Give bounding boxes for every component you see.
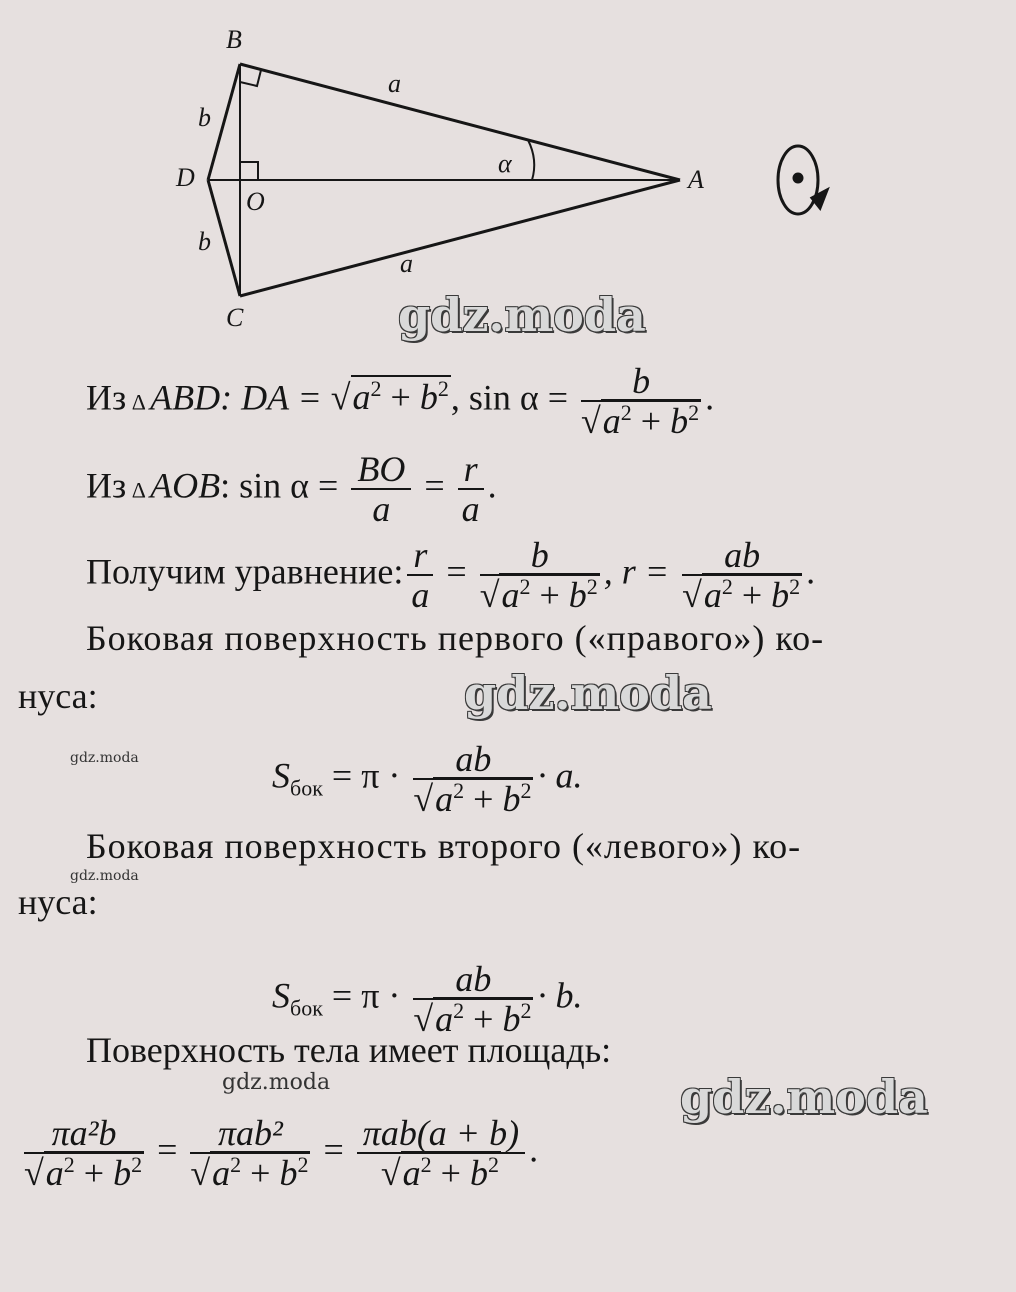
watermark-small-3: gdz.moda [222,1070,331,1095]
formula-line-3: Получим уравнение: $\frac{r}{a}$ = $\frac{b}{√a^2 + b^2}$ , r = $\frac{ab}{√a^2 + b^2}$ . [86,535,816,615]
watermark-small-1: gdz.moda [70,750,139,766]
formula-line-2: Из Δ AOB: sin α = $\frac{BO}{a}$ = $\frac{r}{a}$ . [86,449,497,529]
formula-final: $\frac{\text{πa²b}}{√a^2 + b^2}$ = $\frac{\text{πab²}}{√a^2 + b^2}$ = $\frac{\text{πab(a + b)}}{√a^2 + b^2}$ . [24,1113,539,1193]
paragraph-1-line-2: нуса: [18,676,98,716]
formula-s1: $S_{бок} = \pi$ · $\frac{ab}{√a^2 + b^2}$ · a. [272,739,583,819]
label-c: C [226,303,244,332]
side-cd [208,180,240,296]
paragraph-3: Поверхность тела имеет площадь: [86,1030,612,1070]
label-d: D [176,163,195,192]
paragraph-2-line-1: Боковая поверхность второго («левого») ко- [86,826,802,866]
label-side-b-bottom: b [198,227,211,256]
side-ca [240,180,680,296]
side-bd [208,64,240,180]
right-angle-o [240,162,258,180]
watermark-2: gdz.moda [464,666,712,720]
side-ba [240,64,680,180]
label-alpha: α [498,149,512,178]
paragraph-2-line-2: нуса: [18,882,98,922]
label-side-a-bottom: a [400,249,413,278]
watermark-small-2: gdz.moda [70,868,139,884]
angle-arc [528,140,534,180]
watermark-3: gdz.moda [680,1070,928,1124]
right-angle-b [240,70,261,86]
label-side-a-top: a [388,69,401,98]
label-side-b-top: b [198,103,211,132]
formula-s2: $S_{бок} = \pi$ · $\frac{ab}{√a^2 + b^2}$ · b. [272,959,583,1039]
label-b: B [226,25,242,54]
label-a: A [688,165,704,194]
label-o: O [246,187,265,216]
paragraph-1-line-1: Боковая поверхность первого («правого») ко- [86,618,825,658]
formula-line-1: Из Δ ABD: DA = $√a^2 + b^2$, sin α = $\frac{b}{√a^2 + b^2}$ . [86,361,715,441]
watermark-1: gdz.moda [398,288,646,342]
